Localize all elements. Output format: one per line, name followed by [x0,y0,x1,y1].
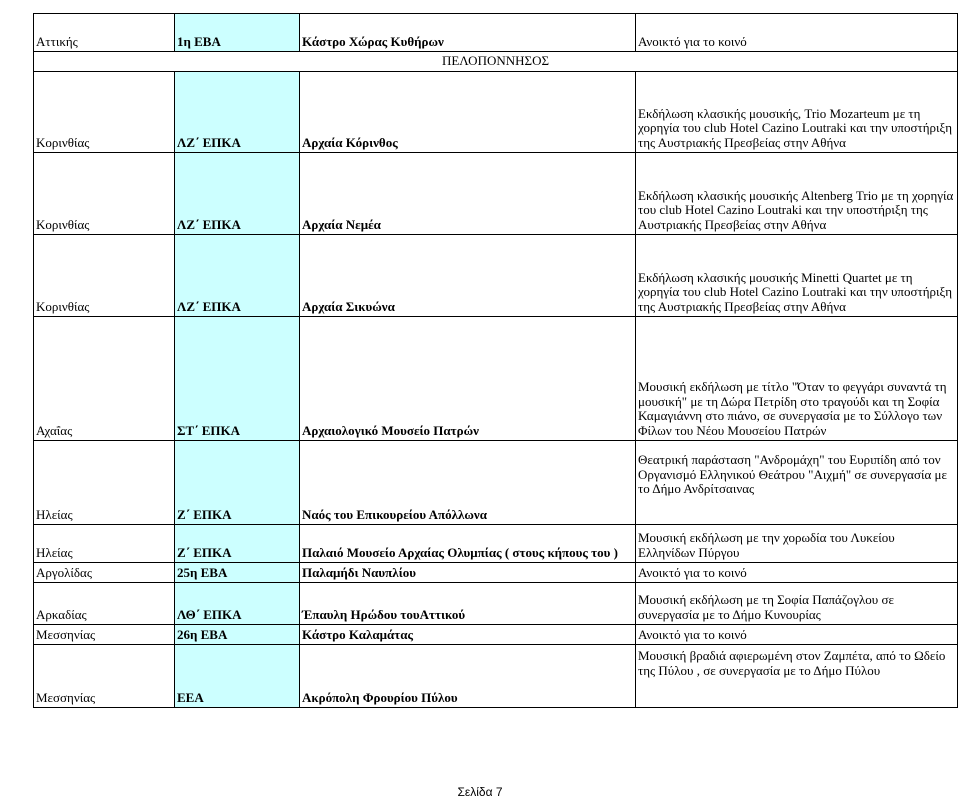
region-cell: Κορινθίας [34,235,175,317]
site-cell: Παλαιό Μουσείο Αρχαίας Ολυμπίας ( στους κήπους του ) [300,525,636,563]
table-row [34,153,958,235]
site-cell: Ναός του Επικουρείου Απόλλωνα [300,441,636,525]
page-number-footer: Σελίδα 7 [457,785,503,799]
site-cell: Αρχαιολογικό Μουσείο Πατρών [300,317,636,441]
site-cell: Αρχαία Σικυώνα [300,235,636,317]
region-cell: Μεσσηνίας [34,625,175,645]
site-cell: Έπαυλη Ηρώδου τουΑττικού [300,583,636,625]
site-cell: Παλαμήδι Ναυπλίου [300,563,636,583]
section-row [34,52,958,72]
section-heading: ΠΕΛΟΠΟΝΝΗΣΟΣ [34,52,958,72]
site-cell: Αρχαία Νεμέα [300,153,636,235]
region-cell: Ηλείας [34,441,175,525]
event-cell: Μουσική εκδήλωση με την χορωδία του Λυκείου Ελληνίδων Πύργου [636,525,958,563]
table-row [34,72,958,153]
table-row [34,235,958,317]
events-table [33,13,958,708]
authority-cell: Ζ΄ ΕΠΚΑ [175,441,300,525]
spreadsheet-table-area [33,13,957,708]
region-cell: Κορινθίας [34,153,175,235]
table-row [34,14,958,52]
region-cell: Αχαΐας [34,317,175,441]
region-cell: Κορινθίας [34,72,175,153]
event-cell: Ανοικτό για το κοινό [636,625,958,645]
event-cell: Μουσική βραδιά αφιερωμένη στον Ζαμπέτα, από το Ωδείο της Πύλου , σε συνεργασία με το Δήμο Πύλου [636,645,958,708]
table-row [34,317,958,441]
authority-cell: ΛΘ΄ ΕΠΚΑ [175,583,300,625]
site-cell: Ακρόπολη Φρουρίου Πύλου [300,645,636,708]
authority-cell: ΕΕΑ [175,645,300,708]
event-cell: Θεατρική παράσταση "Ανδρομάχη" του Ευριπίδη από τον Οργανισμό Ελληνικού Θεάτρου "Αιχμή" σε συνεργασία με το Δήμο Ανδρίτσαινας [636,441,958,525]
region-cell: Αρκαδίας [34,583,175,625]
region-cell: Αττικής [34,14,175,52]
region-cell: Αργολίδας [34,563,175,583]
authority-cell: ΛΖ΄ ΕΠΚΑ [175,235,300,317]
site-cell: Κάστρο Καλαμάτας [300,625,636,645]
authority-cell: ΛΖ΄ ΕΠΚΑ [175,153,300,235]
site-cell: Κάστρο Χώρας Κυθήρων [300,14,636,52]
table-row [34,583,958,625]
event-cell: Εκδήλωση κλασικής μουσικής, Trio Mozarteum με τη χορηγία του club Hotel Cazino Loutraki και την υποστήριξη της Αυστριακής Πρεσβείας στην Αθήνα [636,72,958,153]
site-cell: Αρχαία Κόρινθος [300,72,636,153]
event-cell: Ανοικτό για το κοινό [636,14,958,52]
table-row [34,563,958,583]
event-cell: Μουσική εκδήλωση με τη Σοφία Παπάζογλου σε συνεργασία με το Δήμο Κυνουρίας [636,583,958,625]
event-cell: Εκδήλωση κλασικής μουσικής Altenberg Trio με τη χορηγία του club Hotel Cazino Loutraki και την υποστήριξη της Αυστριακής Πρεσβείας στην Αθήνα [636,153,958,235]
authority-cell: ΛΖ΄ ΕΠΚΑ [175,72,300,153]
table-row [34,645,958,708]
table-row [34,441,958,525]
table-row [34,525,958,563]
region-cell: Ηλείας [34,525,175,563]
authority-cell: ΣΤ΄ ΕΠΚΑ [175,317,300,441]
authority-cell: 1η ΕΒΑ [175,14,300,52]
table-row [34,625,958,645]
event-cell: Εκδήλωση κλασικής μουσικής Minetti Quartet με τη χορηγία του club Hotel Cazino Loutraki και την υποστήριξη της Αυστριακής Πρεσβείας στην Αθήνα [636,235,958,317]
authority-cell: Ζ΄ ΕΠΚΑ [175,525,300,563]
authority-cell: 25η ΕΒΑ [175,563,300,583]
event-cell: Ανοικτό για το κοινό [636,563,958,583]
event-cell: Μουσική εκδήλωση με τίτλο "Όταν το φεγγάρι συναντά τη μουσική" με τη Δώρα Πετρίδη στο τραγούδι και τη Σοφία Καμαγιάννη στο πιάνο, σε συνεργασία με το Σύλλογο των Φίλων του Νέου Μουσείου Πατρών [636,317,958,441]
authority-cell: 26η ΕΒΑ [175,625,300,645]
region-cell: Μεσσηνίας [34,645,175,708]
